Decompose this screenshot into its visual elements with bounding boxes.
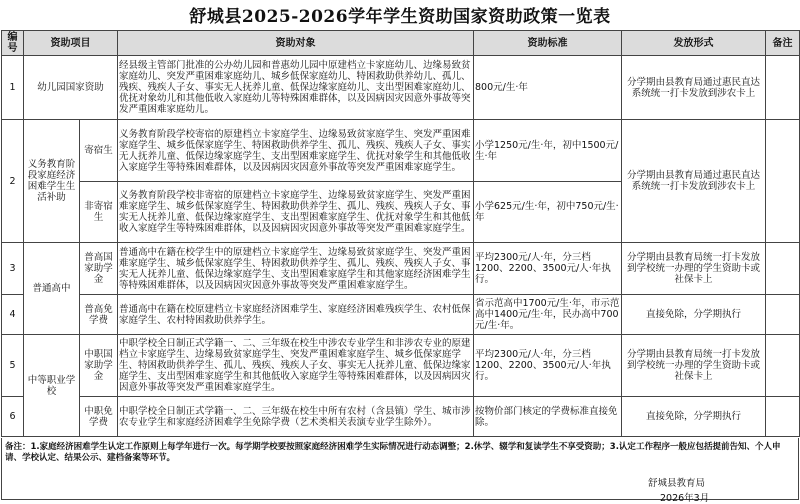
- subproject-cell: 中职免学费: [80, 397, 118, 437]
- target-cell: 普通高中在籍在校原建档立卡家庭经济困难学生、家庭经济困难残疾学生、农村低保家庭学生、农村特困救助供养学生。: [118, 295, 474, 335]
- row-number: 3: [2, 243, 24, 295]
- note-text: 备注：1.家庭经济困难学生认定工作原则上每学年进行一次。每学期学校要按照家庭经济困难学生实际情况进行动态调整；2.休学、辍学和复读学生不享受资助；3.认定工作程序一般应包括提前告知、个人申请、学校认定、结果公示、建档备案等环节。: [5, 442, 781, 463]
- issue-date: 2026年3月: [660, 493, 710, 504]
- remark-cell: [766, 295, 800, 335]
- target-cell: 普通高中在籍在校学生中的原建档立卡家庭学生、边缘易致贫家庭学生、突发严重困难家庭学生、城乡低保家庭学生、特困救助供养学生、孤儿、残疾、残疾人子女、事实无人抚养儿童、低保边缘家庭学生、支出型困难家庭学生和其他家庭经济困难学生等特殊困难群体，以及因病因灾因意外事故等突发严重困难家庭学生。: [118, 243, 474, 295]
- remark-cell: [766, 335, 800, 397]
- target-cell: 经县级主管部门批准的公办幼儿园和普惠幼儿园中原建档立卡家庭幼儿、边缘易致贫家庭幼儿、突发严重困难家庭幼儿、城乡低保家庭幼儿、特困救助供养幼儿、孤儿、残疾、残疾人子女、事实无人抚养儿童、低保边缘家庭幼儿、支出型困难家庭幼儿、优抚对象幼儿和其他低收入家庭幼儿等特殊困难群体，以及因病因灾因意外事故等突发严重困难家庭幼儿。: [118, 56, 474, 120]
- remark-cell: [766, 243, 800, 295]
- table-header-row: [2, 31, 800, 56]
- row-number: 6: [2, 397, 24, 437]
- remark-cell: [766, 56, 800, 120]
- project-group-cell: 义务教育阶段家庭经济困难学生生活补助: [24, 120, 80, 243]
- header-form: 发放形式: [622, 31, 766, 56]
- remark-cell: [766, 397, 800, 437]
- table-row: [2, 397, 800, 437]
- standard-cell: 平均2300元/人·年，分三档1200、2200、3500元/人·年执行。: [474, 243, 622, 295]
- form-cell: 分学期由县教育局统一打卡发放到学校统一办理的学生资助卡或社保卡上: [622, 335, 766, 397]
- table-row: [2, 243, 800, 295]
- project-group-cell: 普通高中: [24, 243, 80, 335]
- form-cell: 直接免除，分学期执行: [622, 295, 766, 335]
- target-cell: 中职学校全日制正式学籍一、二、三年级在校生中涉农专业学生和非涉农专业的原建档立卡家庭学生、边缘易致贫家庭学生、突发严重困难家庭学生、城乡低保家庭学生、特困救助供养学生、孤儿、残疾、残疾人子女、事实无人抚养儿童、低保边缘家庭学生、支出型困难家庭学生和其他低收入家庭学生等特殊困难群体，以及因病因灾因意外事故等突发严重困难家庭学生。: [118, 335, 474, 397]
- standard-cell: 小学1250元/生·年，初中1500元/生·年: [474, 120, 622, 182]
- row-number: 1: [2, 56, 24, 120]
- row-number: 2: [2, 120, 24, 243]
- header-number: 编号: [2, 31, 24, 56]
- standard-cell: 省示范高中1700元/生·年，市示范高中1400元/生·年，民办高中700元/生·年。: [474, 295, 622, 335]
- policy-table: [1, 30, 800, 437]
- header-remark: 备注: [766, 31, 800, 56]
- subproject-cell: 寄宿生: [80, 120, 118, 182]
- standard-cell: 按物价部门核定的学费标准直接免除。: [474, 397, 622, 437]
- project-cell: 幼儿园国家资助: [24, 56, 118, 120]
- table-row: [2, 335, 800, 397]
- target-cell: 义务教育阶段学校寄宿的原建档立卡家庭学生、边缘易致贫家庭学生、突发严重困难家庭学生、城乡低保家庭学生、特困救助供养学生、孤儿、残疾、残疾人子女、事实无人抚养儿童、低保边缘家庭学生、支出型困难家庭学生、优抚对象学生和其他低收入家庭学生等特殊困难群体，以及因病因灾因意外事故等突发严重困难家庭学生。: [118, 120, 474, 182]
- header-project: 资助项目: [24, 31, 118, 56]
- subproject-cell: 非寄宿生: [80, 182, 118, 243]
- issuer-name: 舒城县教育局: [648, 478, 706, 489]
- remark-cell: [766, 120, 800, 243]
- form-cell: 直接免除，分学期执行: [622, 397, 766, 437]
- target-cell: 义务教育阶段学校非寄宿的原建档立卡家庭学生、边缘易致贫家庭学生、突发严重困难家庭学生、城乡低保家庭学生、特困救助供养学生、孤儿、残疾、残疾人子女、事实无人抚养儿童、低保边缘家庭学生、支出型困难家庭学生、优抚对象学生和其他低收入家庭学生等特殊困难群体，以及因病因灾因意外事故等突发严重困难家庭学生。: [118, 182, 474, 243]
- standard-cell: 平均2300元/人·年，分三档1200、2200、3500元/人·年执行。: [474, 335, 622, 397]
- standard-cell: 800元/生·年: [474, 56, 622, 120]
- table-row: [2, 120, 800, 182]
- subproject-cell: 普高国家助学金: [80, 243, 118, 295]
- subproject-cell: 中职国家助学金: [80, 335, 118, 397]
- table-row: [2, 56, 800, 120]
- target-cell: 中职学校全日制正式学籍一、二、三年级在校生中所有农村（含县镇）学生、城市涉农专业学生和家庭经济困难学生免除学费（艺术类相关表演专业学生除外）。: [118, 397, 474, 437]
- form-cell: 分学期由县教育局通过惠民直达系统统一打卡发放到涉农卡上: [622, 120, 766, 243]
- form-cell: 分学期由县教育局通过惠民直达系统统一打卡发放到涉农卡上: [622, 56, 766, 120]
- row-number: 4: [2, 295, 24, 335]
- header-standard: 资助标准: [474, 31, 622, 56]
- page-title: 舒城县2025-2026学年学生资助国家资助政策一览表: [189, 7, 611, 27]
- subproject-cell: 普高免学费: [80, 295, 118, 335]
- row-number: 5: [2, 335, 24, 397]
- header-target: 资助对象: [118, 31, 474, 56]
- form-cell: 分学期由县教育局统一打卡发放到学校统一办理的学生资助卡或社保卡上: [622, 243, 766, 295]
- table-row: [2, 295, 800, 335]
- project-group-cell: 中等职业学校: [24, 335, 80, 437]
- standard-cell: 小学625元/生·年，初中750元/生·年: [474, 182, 622, 243]
